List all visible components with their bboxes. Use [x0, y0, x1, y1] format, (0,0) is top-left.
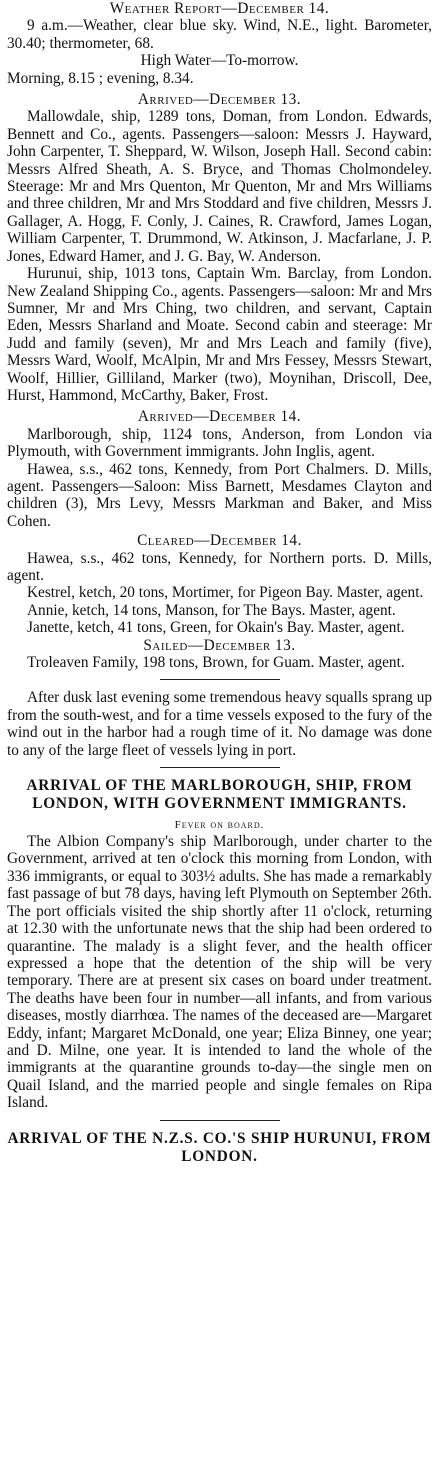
sailed-dec13-title: Sailed—December 13. — [143, 636, 296, 654]
high-water-title: High Water—To-morrow. — [140, 52, 299, 70]
high-water-times: Morning, 8.15 ; evening, 8.34. — [7, 69, 194, 87]
marlborough-headline: ARRIVAL OF THE MARLBOROUGH, SHIP, FROM LONDON, WITH GOVERNMENT IMMIGRANTS. — [26, 777, 413, 813]
cleared-entry-annie: Annie, ketch, 14 tons, Manson, for The Bays. Master, agent. — [27, 601, 396, 619]
squalls-paragraph: After dusk last evening some tremendous heavy squalls sprang up from the south-west, and for a time vessels exposed to the fury of the wind out in the harbor had a rough time of it. No damage was done to any of the large fleet of vessels lying in port. — [7, 689, 432, 759]
cleared-entry-hawea: Hawea, s.s., 462 tons, Kennedy, for Northern ports. D. Mills, agent. — [7, 549, 432, 584]
arrival-entry-hawea: Hawea, s.s., 462 tons, Kennedy, from Port Chalmers. D. Mills, agent. Passengers—Saloon: Miss Barnett, Mesdames Clayton and children (3), Mrs Levy, Messrs Markman and Baker, and Miss Cohen. — [7, 460, 432, 530]
marlborough-subhead: Fever on board. — [174, 819, 265, 832]
marlborough-body: The Albion Company's ship Marlborough, under charter to the Government, arrived at ten o'clock this morning from London, with 336 immigrants, or equal to 303½ adults. She has made a remarkably fast passage of but 78 days, having left Plymouth on September 26th. The port officials visited the ship shortly after 11 o'clock, returning at 12.30 with the unfortunate news that the ship had been ordered to quarantine. The malady is a slight fever, and the health officer expressed a hope that the detention of the ship will be very temporary. There are at present six cases on board under treatment. The deaths have been four in number—all infants, and from various diseases, mostly diarrhœa. The names of the deceased are—Margaret Eddy, infant; Margaret McDonald, one year; Eliza Binney, one year; and D. Milne, one year. It is intended to land the whole of the immigrants at the quarantine grounds to-day—the single men on Quail Island, and the married people and single females on Ripa Island. — [7, 833, 432, 1112]
cleared-dec14-title: Cleared—December 14. — [137, 532, 302, 550]
arrived-dec14-title: Arrived—December 14. — [137, 408, 302, 426]
weather-report-text: 9 a.m.—Weather, clear blue sky. Wind, N.E., light. Barometer, 30.40; thermometer, 68. — [7, 17, 432, 52]
hurunui-headline: ARRIVAL OF THE N.Z.S. CO.'S SHIP HURUNUI, FROM LONDON. — [7, 1129, 432, 1165]
sailed-entry-troleaven: Troleaven Family, 198 tons, Brown, for Guam. Master, agent. — [27, 654, 405, 672]
cleared-entry-janette: Janette, ketch, 41 tons, Green, for Okain's Bay. Master, agent. — [27, 619, 405, 637]
arrived-dec13-title: Arrived—December 13. — [137, 91, 302, 109]
arrival-entry-marlborough: Marlborough, ship, 1124 tons, Anderson, from London via Plymouth, with Government immigrants. John Inglis, agent. — [7, 425, 432, 461]
section-divider — [160, 679, 280, 680]
section-divider — [160, 767, 280, 768]
arrival-entry-hurunui: Hurunui, ship, 1013 tons, Captain Wm. Barclay, from London. New Zealand Shipping Co., agents. Passengers—saloon: Mr and Mrs Sumner, Mr and Mrs Ching, two children, and servant, Captain Eden, Messrs Sharland and Moate. Second cabin and steerage: Mr Judd and family (seven), Mr and Mrs Leach and family (five), Messrs Ward, Woolf, McAlpin, Mr and Mrs Fessey, Messrs Stewart, Woolf, Hillier, Gilliland, Marker (two), Moynihan, Driscoll, Dee, Hurst, Hammond, McCarthy, Baker, Frost. — [7, 265, 432, 404]
section-divider — [160, 1120, 280, 1121]
arrival-entry-mallowdale: Mallowdale, ship, 1289 tons, Doman, from London. Edwards, Bennett and Co., agents. Passengers—saloon: Messrs J. Hayward, John Carpenter, T. Sheppard, W. Wilson, Joseph Hall. Second cabin: Messrs Alfred Sheath, A. S. Bryce, and Thomas Cholmondeley. Steerage: Mr and Mrs Quenton, Mr Quenton, Mr and Mrs Williams and three children, Mr and Mrs Stoddard and five children, Messrs J. Gallager, A. Hogg, F. Conly, J. Caines, R. Crawford, James Logan, William Carpenter, T. Drummond, W. Atkinson, J. Macfarlane, J. P. Jones, Edward Hamer, and J. G. Bay, W. Anderson. — [7, 108, 432, 265]
cleared-entry-kestrel: Kestrel, ketch, 20 tons, Mortimer, for Pigeon Bay. Master, agent. — [27, 584, 424, 602]
weather-report-title: Weather Report—December 14. — [109, 0, 330, 17]
